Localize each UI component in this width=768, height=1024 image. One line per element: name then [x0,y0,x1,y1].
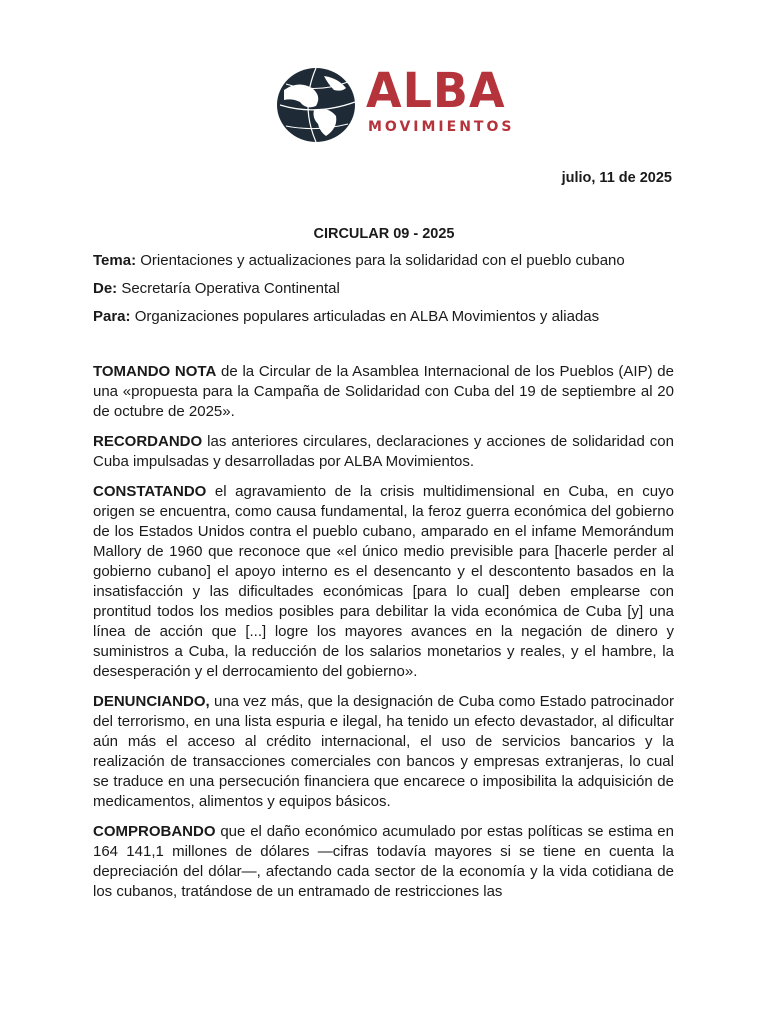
circular-title: CIRCULAR 09 - 2025 [313,226,455,242]
paragraph-text: las anteriores circulares, declaraciones y acciones de solidaridad con Cuba impulsadas y desarrolladas por ALBA Movimientos. [93,433,674,470]
alba-logo [276,61,515,144]
paragraph [93,482,674,682]
de-value: Secretaría Operativa Continental [117,280,340,297]
paragraph [93,692,674,812]
paragraph [93,432,674,472]
paragraph-lead: COMPROBANDO [93,823,216,840]
de-line [93,279,683,299]
logo-subtitle: MOVIMIENTOS [368,119,515,135]
paragraph-lead: DENUNCIANDO, [93,693,210,710]
tema-line [93,251,683,271]
paragraph-text: que el daño económico acumulado por estas políticas se estima en 164 141,1 millones de dólares —cifras todavía mayores si se tiene en cuenta la depreciación del dólar—, afectando cada sector de la economía y la vida cotidiana de los cubanos, tratándose de un entramado de restricciones las [93,823,674,900]
document-date: julio, 11 de 2025 [561,170,672,186]
para-value: Organizaciones populares articuladas en ALBA Movimientos y aliadas [130,308,600,325]
tema-value: Orientaciones y actualizaciones para la solidaridad con el pueblo cubano [136,252,625,269]
paragraph-text: de la Circular de la Asamblea Internacional de los Pueblos (AIP) de una «propuesta para la Campaña de Solidaridad con Cuba del 19 de septiembre al 20 de octubre de 2025». [93,363,674,420]
paragraph-lead: TOMANDO NOTA [93,363,217,380]
paragraph-lead: CONSTATANDO [93,483,207,500]
de-label: De: [93,280,118,297]
globe-icon [276,66,360,144]
tema-label: Tema: [93,252,137,269]
paragraph [93,822,674,902]
paragraph-text: el agravamiento de la crisis multidimensional en Cuba, en cuyo origen se encuentra, como causa fundamental, la feroz guerra económica del gobierno de los Estados Unidos contra el pueblo cubano, amparado en el infame Memorándum Mallory de 1960 que reconoce que «el único medio previsible para [hacerle perder al gobierno cubano] el apoyo interno es el desencanto y el descontento basados en la insatisfacción y las dificultades económicas [para lo cual] deben emplearse con prontitud todos los medios posibles para debilitar la vida económica de Cuba [y] una línea de acción que [...] logre los mayores avances en la negación de dinero y suministros a Cuba, la reducción de los salarios monetarios y reales, y el hambre, la desesperación y el derrocamiento del gobierno». [93,483,674,680]
para-label: Para: [93,308,131,325]
paragraph-text: una vez más, que la designación de Cuba como Estado patrocinador del terrorismo, en una lista espuria e ilegal, ha tenido un efecto devastador, al dificultar aún más el acceso al crédito internacional, el uso de servicios bancarios y la realización de transacciones comerciales con bancos y empresas extranjeras, lo cual se traduce en una persecución financiera que encarece o imposibilita la adquisición de medicamentos, alimentos y equipos básicos. [93,693,674,810]
document-body [93,362,674,912]
paragraph [93,362,674,422]
para-line [93,307,683,327]
paragraph-lead: RECORDANDO [93,433,203,450]
logo-wordmark: ALBA [366,61,506,119]
